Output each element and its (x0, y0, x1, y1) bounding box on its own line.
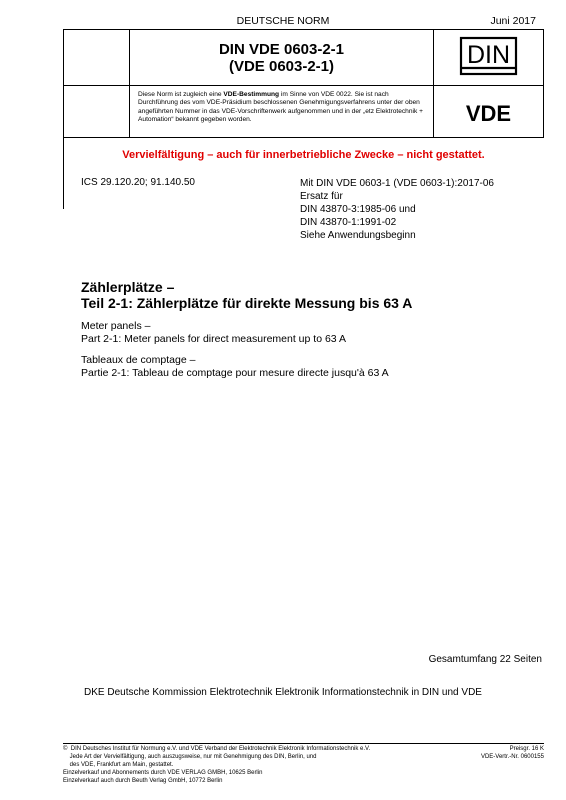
din-logo (433, 30, 544, 86)
footer-rule (63, 743, 544, 744)
header-empty-cell (63, 30, 130, 86)
price-group: Preisgr. 16 K (509, 746, 544, 752)
document-type-label: DEUTSCHE NORM (236, 15, 330, 27)
german-title (81, 279, 412, 311)
replacement-line: Mit DIN VDE 0603-1 (VDE 0603-1):2017-06 (300, 178, 494, 189)
replacement-line: Siehe Anwendungsbeginn (300, 230, 416, 241)
french-title (81, 354, 389, 380)
german-title-line2: Teil 2-1: Zählerplätze für direkte Messung bis 63 A (81, 295, 413, 311)
reproduction-warning: Vervielfältigung – auch für innerbetriebliche Zwecke – nicht gestattet. (122, 149, 485, 161)
dke-line: DKE Deutsche Kommission Elektrotechnik Elektronik Informationstechnik in DIN und VDE (84, 687, 482, 698)
replacement-info (300, 177, 494, 242)
french-title-line1: Tableaux de comptage – (81, 354, 196, 366)
vde-regulation-note (129, 86, 434, 138)
vde-distribution-number: VDE-Vertr.-Nr. 0600155 (480, 754, 544, 760)
vde-logo (433, 86, 544, 138)
note-bold-term: VDE-Bestimmung (223, 91, 280, 98)
replacement-line: Ersatz für (300, 191, 343, 202)
price-block (481, 745, 544, 761)
standard-number: DIN VDE 0603-2-1 (218, 41, 345, 58)
copyright-line: Jede Art der Vervielfältigung, auch auszugsweise, nur mit Genehmigung des DIN, Berlin, und (63, 754, 317, 760)
english-title (81, 320, 346, 346)
din-logo-cell (433, 30, 544, 86)
standard-number-box (129, 30, 434, 86)
ics-codes: ICS 29.120.20; 91.140.50 (81, 177, 195, 188)
replacement-line: DIN 43870-1:1991-02 (300, 217, 397, 228)
note-empty-cell (63, 86, 130, 138)
replacement-line: DIN 43870-3:1985-06 und (300, 204, 416, 215)
copyright-block (63, 745, 433, 785)
german-title-line1: Zählerplätze – (81, 279, 175, 295)
french-title-line2: Partie 2-1: Tableau de comptage pour mesure directe jusqu'à 63 A (81, 367, 389, 379)
note-rest: im Sinne von VDE 0022. Sie ist nach Durchführung des vom VDE-Präsidium beschlossenen Genehmigungsverfahrens unter der oben angeführten Nummer in das VDE-Vorschriftenwerk aufgenommen und in der „etz Elektrotechnik + Automation“ bekannt gegeben worden. (138, 91, 423, 124)
vde-number: (VDE 0603-2-1) (228, 58, 335, 75)
vde-logo-cell (433, 86, 544, 138)
din-logo-text: DIN (466, 41, 511, 69)
sales-line: Einzelverkauf und Abonnements durch VDE VERLAG GMBH, 10625 Berlin (63, 770, 263, 776)
english-title-line1: Meter panels – (81, 320, 151, 332)
english-title-line2: Part 2-1: Meter panels for direct measurement up to 63 A (81, 333, 346, 345)
sales-line: Einzelverkauf auch durch Beuth Verlag GmbH, 10772 Berlin (63, 778, 223, 784)
total-pages: Gesamtumfang 22 Seiten (428, 654, 542, 665)
copyright-line: des VDE, Frankfurt am Main, gestattet. (63, 762, 174, 768)
copyright-line: © DIN Deutsches Institut für Normung e.V. und VDE Verband der Elektrotechnik Elektronik Informationstechnik e.V. (63, 746, 371, 752)
vde-logo-text: VDE (465, 101, 512, 126)
note-prefix: Diese Norm ist zugleich eine (138, 91, 224, 98)
issue-date: Juni 2017 (490, 15, 536, 27)
